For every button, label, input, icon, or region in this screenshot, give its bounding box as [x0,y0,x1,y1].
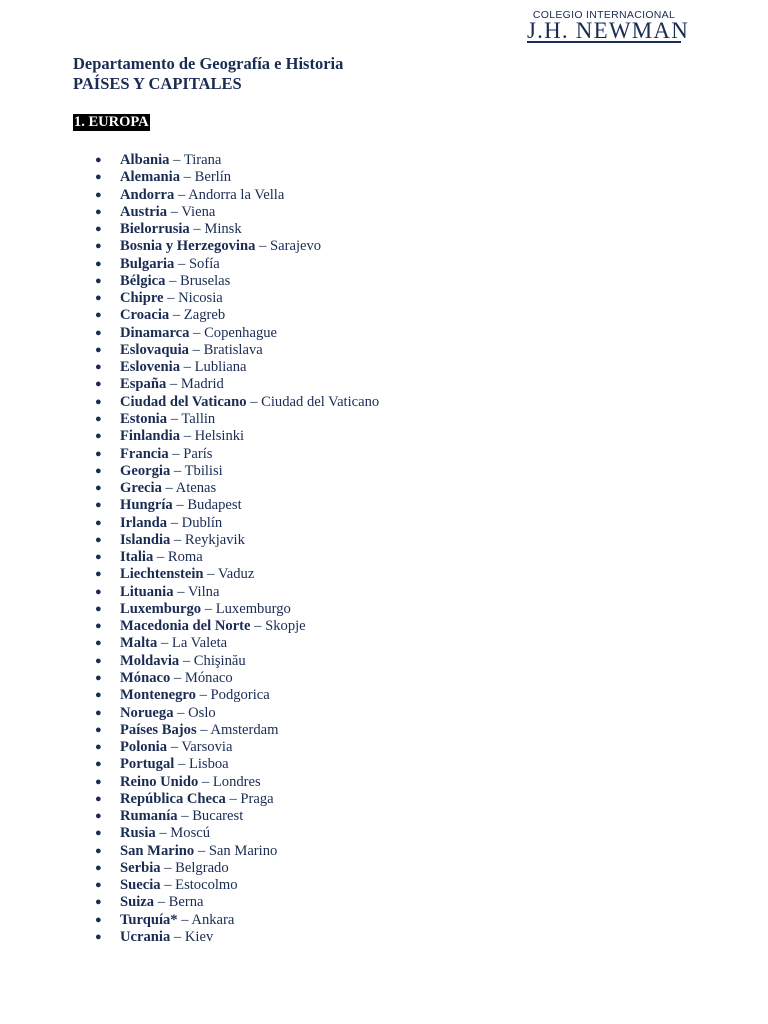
list-item [95,635,379,652]
bullet-icon: ● [95,343,102,356]
bullet-icon: ● [95,758,102,771]
country-name: Bélgica [120,272,166,289]
dash-separator: – [170,514,178,531]
bullet-icon: ● [95,378,102,391]
capital-name: Mónaco [184,669,233,686]
country-name: Malta [120,635,158,652]
country-name: Reino Unido [120,773,199,790]
capital-name: Vilna [187,583,220,600]
country-name: Grecia [120,480,162,497]
bullet-icon: ● [95,361,102,374]
bullet-icon: ● [95,602,102,615]
dash-separator: – [173,531,182,548]
dash-separator: – [165,480,173,497]
capital-name: Copenhague [204,324,278,341]
list-item [95,618,379,635]
bullet-icon: ● [95,309,102,322]
list-item [95,256,379,273]
list-item [95,584,379,601]
bullet-icon: ● [95,274,102,287]
country-name: Ciudad del Vaticano [120,393,247,410]
dash-separator: – [229,790,237,807]
country-name: Eslovaquia [120,341,189,358]
bullet-icon: ● [95,464,102,477]
bullet-icon: ● [95,447,102,460]
country-name: Montenegro [120,687,196,704]
country-name: Suiza [120,894,155,911]
list-item [95,774,379,791]
capital-name: Belgrado [175,859,229,876]
dash-separator: – [164,877,172,894]
list-item [95,463,379,480]
list-item [95,238,379,255]
document-title: PAÍSES Y CAPITALES [73,74,242,93]
capital-name: Oslo [188,704,216,721]
capital-name: La Valeta [171,635,228,652]
capital-name: Tallin [181,410,216,427]
list-item [95,653,379,670]
country-name: Serbia [120,859,161,876]
capital-name: Ankara [191,911,235,928]
list-item [95,549,379,566]
dash-separator: – [177,186,186,203]
list-item [95,929,379,946]
list-item [95,359,379,376]
bullet-icon: ● [95,257,102,270]
bullet-icon: ● [95,223,102,236]
country-name: Macedonia del Norte [120,618,251,635]
dash-separator: – [169,272,177,289]
country-name: España [120,376,167,393]
bullet-icon: ● [95,706,102,719]
dash-separator: – [181,911,189,928]
dash-separator: – [183,169,191,186]
list-item [95,169,379,186]
country-name: Liechtenstein [120,566,204,583]
dash-separator: – [204,600,213,617]
bullet-icon: ● [95,913,102,926]
bullet-icon: ● [95,412,102,425]
country-name: Portugal [120,756,175,773]
list-item [95,877,379,894]
page-heading [73,54,343,94]
country-name: Rusia [120,825,156,842]
dash-separator: – [160,635,169,652]
capital-name: Berlín [194,169,232,186]
bullet-icon: ● [95,723,102,736]
bullet-icon: ● [95,827,102,840]
country-name: Dinamarca [120,324,190,341]
bullet-icon: ● [95,844,102,857]
country-name: Moldavia [120,652,180,669]
capital-name: París [183,445,213,462]
capital-name: San Marino [208,842,278,859]
capital-name: Dublín [181,514,223,531]
capital-name: Zagreb [183,307,226,324]
dash-separator: – [200,721,208,738]
dash-separator: – [176,497,184,514]
dash-separator: – [173,928,182,945]
capital-name: Skopje [265,618,306,635]
list-item [95,152,379,169]
capital-name: Minsk [204,221,242,238]
country-name: Chipre [120,290,164,307]
list-item [95,325,379,342]
country-name: Lituania [120,583,174,600]
capital-name: Berna [168,894,204,911]
dash-separator: – [170,739,178,756]
dash-separator: – [177,255,186,272]
country-name: Eslovenia [120,359,181,376]
list-item [95,722,379,739]
capital-name: Chişinău [193,652,246,669]
country-name: Países Bajos [120,721,197,738]
dash-separator: – [167,290,175,307]
section-label-europe: 1. EUROPA [74,114,149,130]
dash-separator: – [157,894,166,911]
dash-separator: – [159,825,167,842]
dash-separator: – [173,669,182,686]
country-name: San Marino [120,842,195,859]
country-name: Rumanía [120,808,178,825]
list-item [95,791,379,808]
list-item [95,705,379,722]
list-item [95,860,379,877]
country-name: Bulgaria [120,255,175,272]
country-name: Georgia [120,462,171,479]
bullet-icon: ● [95,620,102,633]
list-item [95,307,379,324]
dash-separator: – [250,393,258,410]
bullet-icon: ● [95,741,102,754]
capital-name: Praga [240,790,274,807]
dash-separator: – [207,566,215,583]
dash-separator: – [199,687,207,704]
list-item [95,532,379,549]
dash-separator: – [193,221,201,238]
dash-separator: – [201,773,210,790]
capital-name: Tbilisi [184,462,223,479]
list-item [95,187,379,204]
list-item [95,497,379,514]
dash-separator: – [183,359,191,376]
bullet-icon: ● [95,792,102,805]
capital-name: Sarajevo [270,238,322,255]
capital-name: Bruselas [180,272,231,289]
bullet-icon: ● [95,689,102,702]
capital-name: Helsinki [194,428,245,445]
list-item [95,376,379,393]
list-item [95,808,379,825]
country-name: Ucrania [120,928,171,945]
bullet-icon: ● [95,430,102,443]
department-title: Departamento de Geografía e Historia [73,54,344,73]
dash-separator: – [181,808,189,825]
bullet-icon: ● [95,671,102,684]
bullet-icon: ● [95,879,102,892]
country-name: Polonia [120,739,168,756]
capital-name: Kiev [184,928,214,945]
bullet-icon: ● [95,499,102,512]
list-item [95,670,379,687]
country-name: Francia [120,445,169,462]
list-item [95,446,379,463]
country-name: Albania [120,152,170,168]
bullet-icon: ● [95,896,102,909]
capital-name: Bucarest [192,808,244,825]
country-name: Hungría [120,497,173,514]
bullet-icon: ● [95,585,102,598]
dash-separator: – [172,445,180,462]
bullet-icon: ● [95,395,102,408]
country-name: Alemania [120,169,180,186]
list-item [95,290,379,307]
list-item [95,221,379,238]
bullet-icon: ● [95,533,102,546]
logo-name: J.H. NEWMAN [527,18,690,43]
country-name: Irlanda [120,514,168,531]
list-item [95,411,379,428]
dash-separator: – [177,756,186,773]
bullet-icon: ● [95,482,102,495]
capital-name: Moscú [170,825,211,842]
capital-name: Varsovia [181,739,233,756]
list-item [95,394,379,411]
capital-name: Amsterdam [210,721,279,738]
bullet-icon: ● [95,930,102,943]
bullet-icon: ● [95,637,102,650]
bullet-icon: ● [95,654,102,667]
bullet-icon: ● [95,551,102,564]
capital-name: Atenas [175,480,217,497]
dash-separator: – [173,152,181,168]
list-item [95,687,379,704]
bullet-icon: ● [95,171,102,184]
capital-name: Madrid [180,376,224,393]
capital-name: Ciudad del Vaticano [261,393,380,410]
capital-name: Lisboa [188,756,229,773]
bullet-icon: ● [95,292,102,305]
dash-separator: – [259,238,267,255]
list-item [95,342,379,359]
dash-separator: – [164,859,172,876]
bullet-icon: ● [95,810,102,823]
capital-name: Vaduz [217,566,255,583]
school-logo [527,9,690,43]
list-item [95,825,379,842]
dash-separator: – [169,376,178,393]
country-name: Mónaco [120,669,171,686]
dash-separator: – [156,549,165,566]
list-item [95,566,379,583]
country-name: Islandia [120,531,171,548]
dash-separator: – [182,652,191,669]
bullet-icon: ● [95,240,102,253]
country-name: Austria [120,203,168,220]
dash-separator: – [177,704,185,721]
dash-separator: – [170,410,178,427]
bullet-icon: ● [95,775,102,788]
logo-subtitle: COLEGIO INTERNACIONAL [532,9,676,21]
bullet-icon: ● [95,154,102,166]
dash-separator: – [172,307,181,324]
dash-separator: – [254,618,262,635]
list-item [95,756,379,773]
capital-name: Andorra la Vella [188,186,285,203]
list-item [95,428,379,445]
list-item [95,739,379,756]
country-capital-list [95,152,379,946]
dash-separator: – [192,341,200,358]
bullet-icon: ● [95,568,102,581]
country-name: Finlandia [120,428,181,445]
bullet-icon: ● [95,516,102,529]
capital-name: Reykjavik [184,531,245,548]
list-item [95,912,379,929]
list-item [95,894,379,911]
bullet-icon: ● [95,205,102,218]
list-item [95,204,379,221]
dash-separator: – [173,462,182,479]
country-name: Suecia [120,877,161,894]
dash-separator: – [183,428,191,445]
capital-name: Nicosia [178,290,223,307]
capital-name: Podgorica [210,687,270,704]
capital-name: Bratislava [203,341,263,358]
list-item [95,480,379,497]
list-item [95,515,379,532]
country-name: Bielorrusia [120,221,190,238]
country-name: Luxemburgo [120,600,202,617]
capital-name: Sofía [188,255,220,272]
capital-name: Viena [181,203,216,220]
list-item [95,843,379,860]
dash-separator: – [193,324,201,341]
country-name: Estonia [120,410,168,427]
country-name: Turquía* [120,911,178,928]
country-name: Croacia [120,307,170,324]
bullet-icon: ● [95,326,102,339]
capital-name: Estocolmo [175,877,238,894]
bullet-icon: ● [95,188,102,201]
list-item [95,273,379,290]
capital-name: Tirana [183,152,222,168]
capital-name: Luxemburgo [215,600,291,617]
dash-separator: – [197,842,206,859]
bullet-icon: ● [95,861,102,874]
dash-separator: – [170,203,178,220]
capital-name: Roma [167,549,203,566]
country-name: Bosnia y Herzegovina [120,238,256,255]
list-item [95,601,379,618]
capital-name: Budapest [187,497,242,514]
country-name: Andorra [120,186,175,203]
country-name: Noruega [120,704,174,721]
capital-name: Londres [212,773,261,790]
capital-name: Lubliana [194,359,247,376]
country-name: República Checa [120,790,226,807]
country-name: Italia [120,549,154,566]
dash-separator: – [177,583,185,600]
